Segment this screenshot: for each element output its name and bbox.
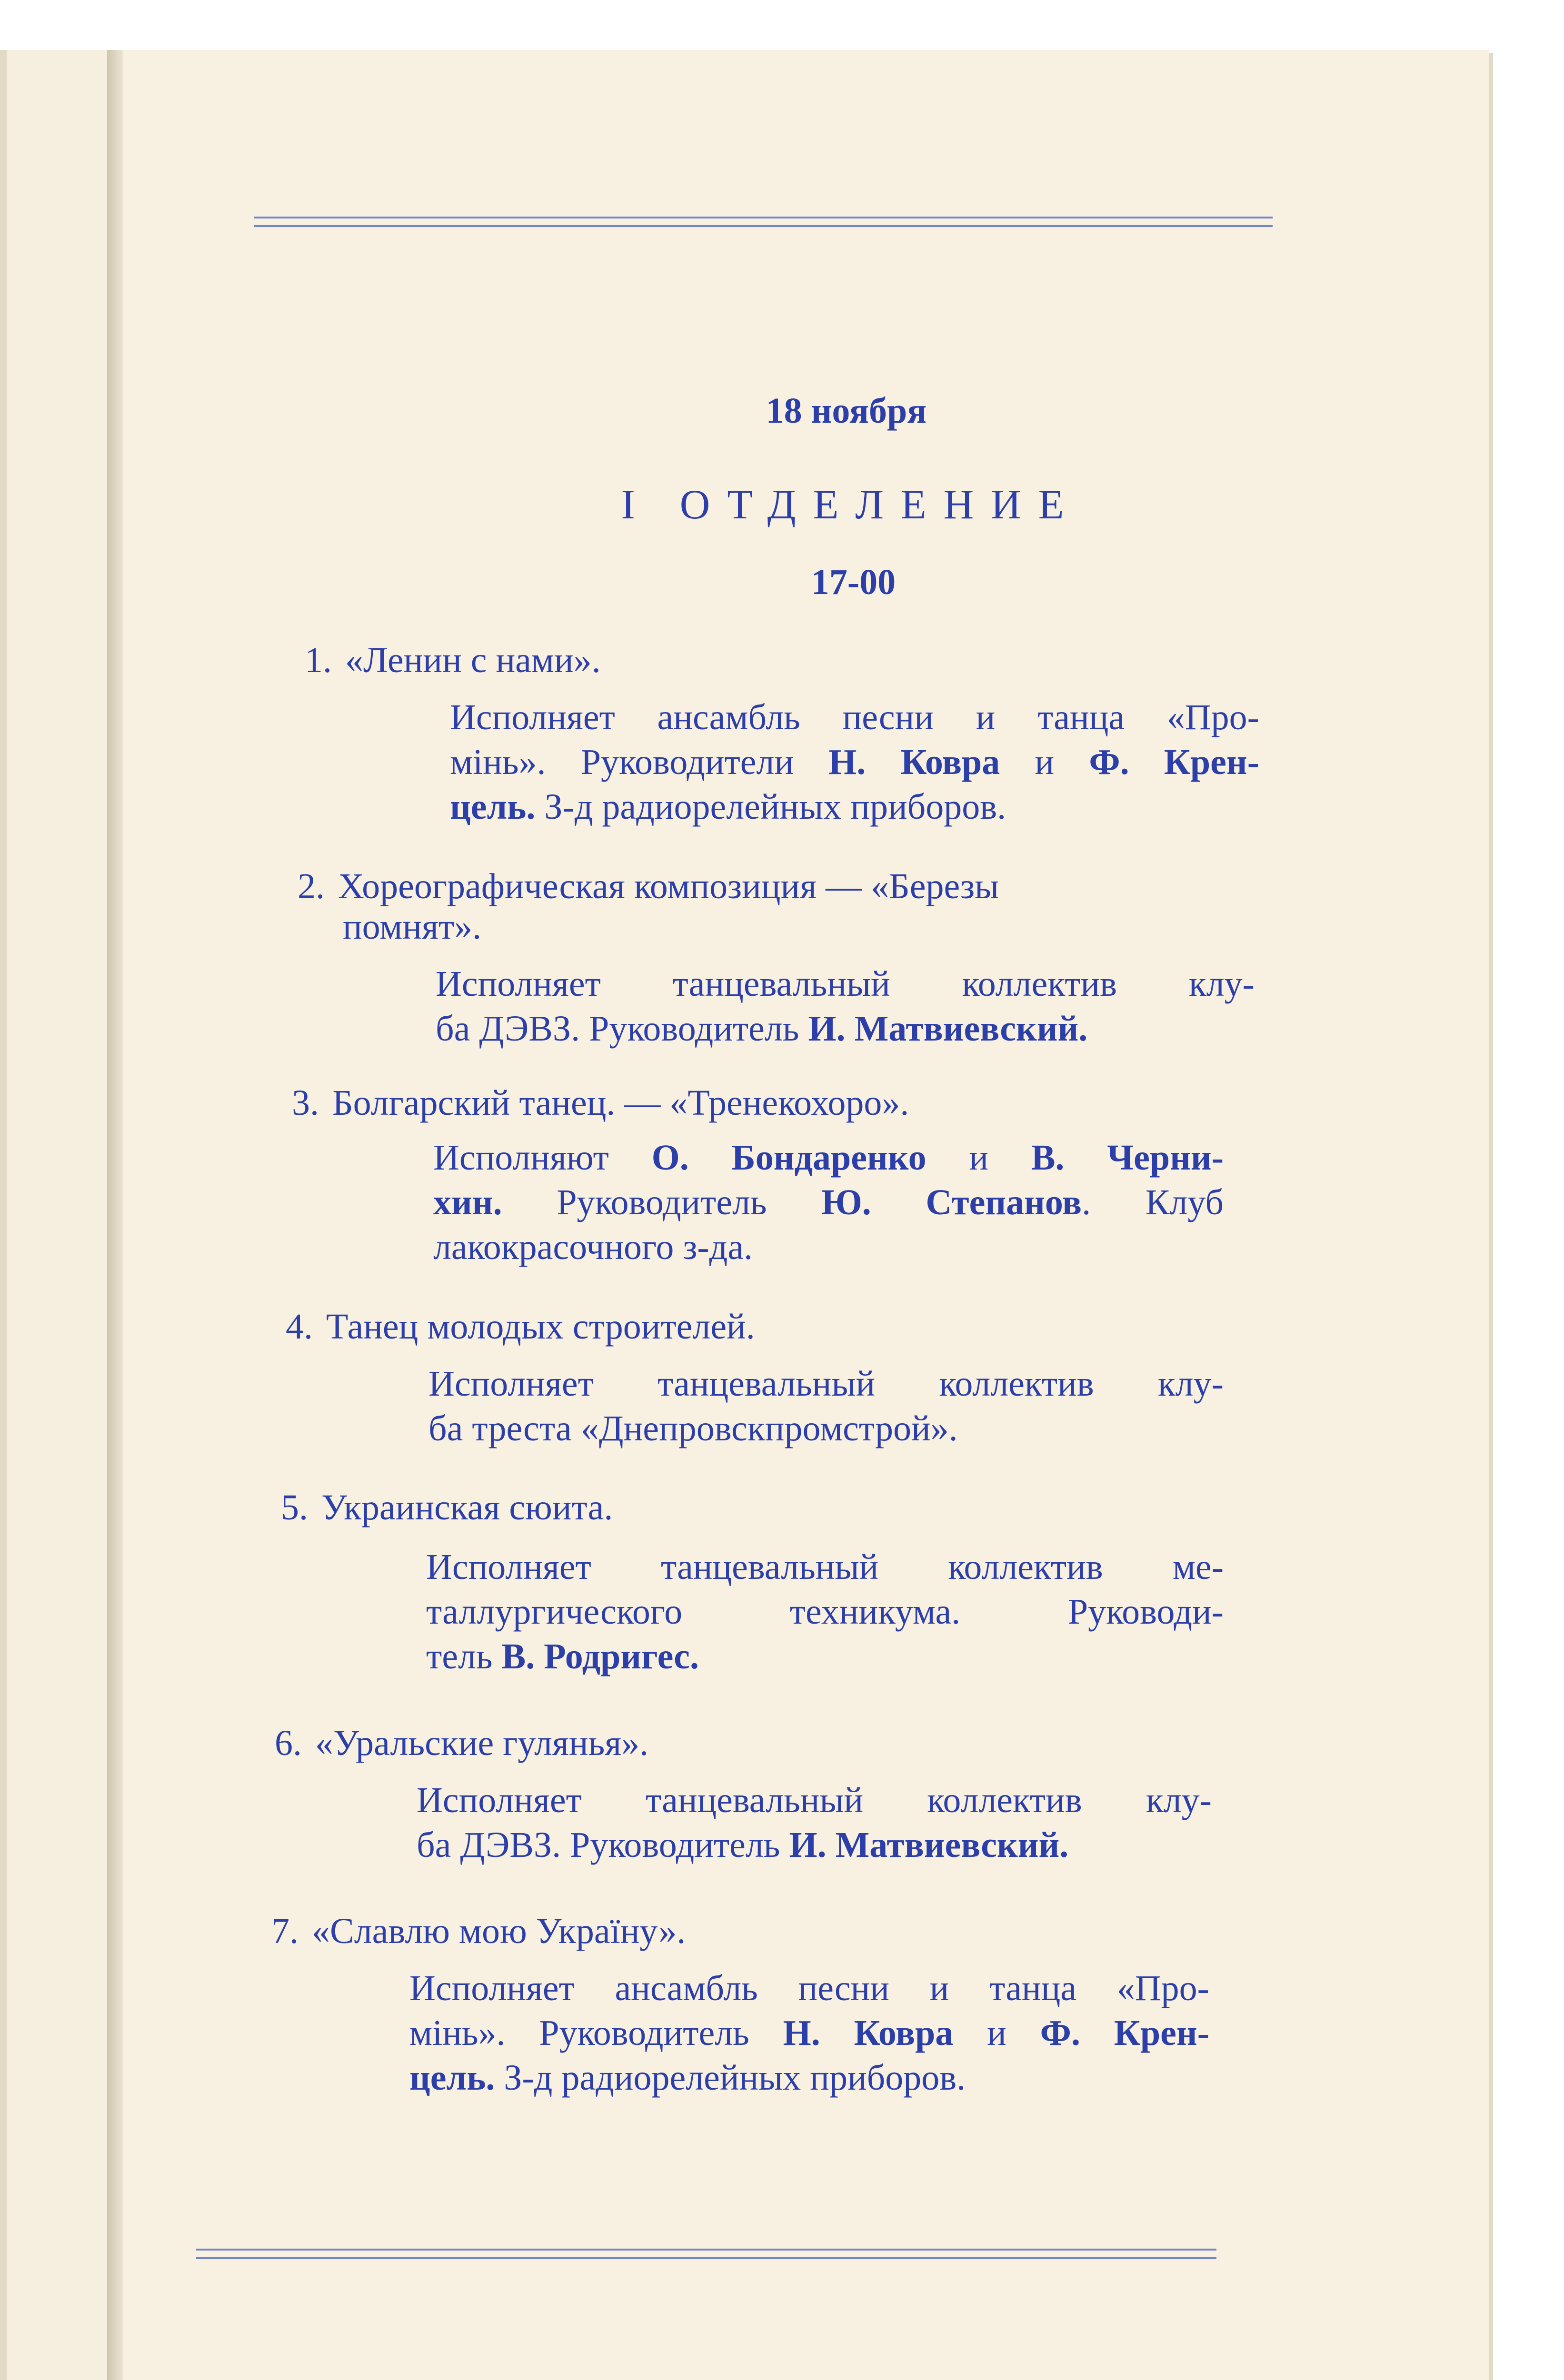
item-title: Танец молодых строителей.: [326, 1307, 755, 1347]
item-number: 1.: [305, 640, 332, 680]
program-item-2-title: [298, 864, 1250, 909]
description-line: Исполняет танцевальный коллектив ме-: [426, 1547, 1224, 1587]
program-item-4-description: [428, 1361, 1224, 1451]
program-item-5-title: [281, 1485, 613, 1530]
item-title: «Славлю мою Украïну».: [312, 1911, 686, 1951]
program-item-6-description: [417, 1778, 1212, 1867]
description-line: Исполняет ансамбль песни и танца «Про-: [409, 1968, 1209, 2008]
item-title: «Ленин с нами».: [345, 640, 601, 680]
item-number: 6.: [275, 1723, 302, 1763]
item-number: 2.: [298, 866, 325, 906]
program-item-6-title: [275, 1721, 648, 1765]
item-title: Болгарский танец. — «Тренекохоро».: [332, 1083, 909, 1123]
description-line: мінь». Руководитель Н. Ковра и Ф. Крен-: [409, 2013, 1209, 2053]
item-title: Хореографическая композиция — «Березы: [338, 866, 999, 906]
program-item-1-title: [305, 638, 601, 683]
item-title: «Уральские гулянья».: [315, 1723, 649, 1763]
program-item-5-description: [426, 1545, 1224, 1679]
description-line: ба ДЭВЗ. Руководитель И. Матвиевский.: [436, 1009, 1088, 1049]
bottom-double-rule: [196, 2249, 1216, 2259]
description-line: мінь». Руководители Н. Ковра и Ф. Крен-: [450, 742, 1259, 782]
program-item-1-description: [450, 695, 1259, 829]
program-item-2-description: [436, 962, 1255, 1051]
item-number: 7.: [271, 1911, 299, 1951]
start-time: 17-00: [811, 562, 896, 602]
description-line: Исполняют О. Бондаренко и В. Черни-: [433, 1138, 1224, 1178]
description-line: ба треста «Днепровскпромстрой».: [428, 1408, 958, 1448]
description-line: Исполняет танцевальный коллектив клу-: [417, 1780, 1212, 1820]
description-line: Исполняет танцевальный коллектив клу-: [436, 964, 1255, 1004]
item-number: 5.: [281, 1488, 308, 1527]
program-date: 18 ноября: [766, 391, 927, 431]
program-item-7-title: [271, 1909, 686, 1954]
item-number: 4.: [286, 1307, 313, 1347]
program-item-4-title: [286, 1304, 755, 1349]
description-line: цель. З-д радиорелейных приборов.: [409, 2058, 966, 2098]
section-heading: I ОТДЕЛЕНИЕ: [621, 482, 1081, 528]
program-item-7-description: [409, 1966, 1209, 2100]
program-item-3-title: [292, 1081, 909, 1125]
description-line: ба ДЭВЗ. Руководитель И. Матвиевский.: [417, 1825, 1069, 1865]
program-item-2-title-continued: помнят».: [343, 907, 482, 947]
description-line: хин. Руководитель Ю. Степанов. Клуб: [433, 1182, 1224, 1222]
description-line: Исполняет танцевальный коллектив клу-: [428, 1364, 1224, 1404]
item-number: 3.: [292, 1083, 319, 1123]
description-line: лакокрасочного з-да.: [433, 1227, 753, 1267]
description-line: тель В. Родригес.: [426, 1636, 699, 1676]
description-line: таллургического техникума. Руководи-: [426, 1592, 1224, 1632]
item-title: Украинская сюита.: [321, 1488, 613, 1527]
description-line: цель. З-д радиорелейных приборов.: [450, 787, 1006, 827]
program-item-3-description: [433, 1135, 1224, 1269]
top-double-rule: [254, 217, 1273, 227]
description-line: Исполняет ансамбль песни и танца «Про-: [450, 697, 1259, 737]
